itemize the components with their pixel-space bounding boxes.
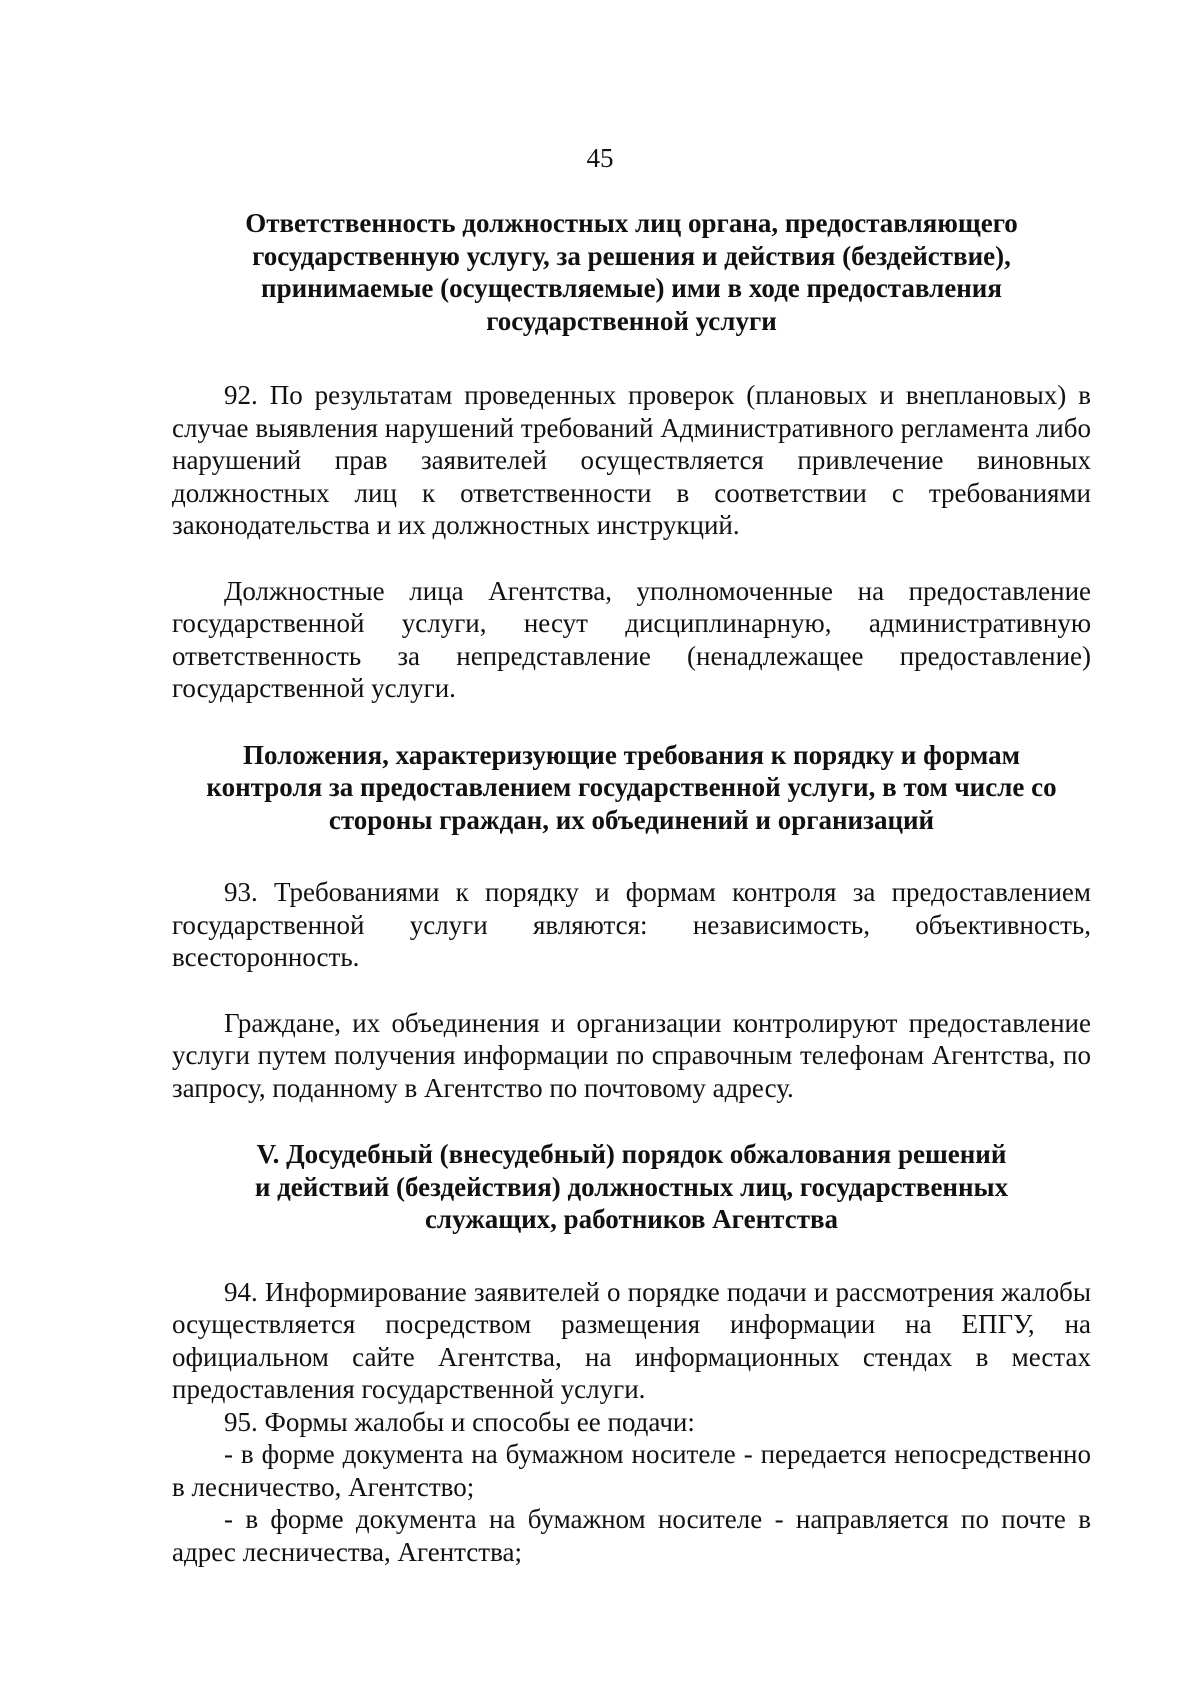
paragraph-93-citizens: Граждане, их объединения и организации контролируют предоставление услуги путем получения информации по справочным телефонам Агентства, по запросу, поданному в Агентство по почтовому адресу. xyxy=(172,1007,1091,1103)
paragraph-93: 93. Требованиями к порядку и формам контроля за предоставлением государственной услуги являются: независимость, объективность, всесторонность. xyxy=(172,877,1091,972)
heading-line: и действий (бездействия) должностных лиц, государственных xyxy=(254,1171,1009,1202)
heading-line: государственную услугу, за решения и действия (бездействие), xyxy=(252,240,1011,271)
paragraph-92: 92. По результатам проведенных проверок (плановых и внеплановых) в случае выявления нарушений требований Административного регламента либо нарушений прав заявителей осуществляется привлечение виновных должностных лиц к ответственности в соответствии с требованиями законодательства и их должностных инструкций. xyxy=(172,380,1091,540)
heading-line: Ответственность должностных лиц органа, предоставляющего xyxy=(245,208,1018,238)
heading-line: стороны граждан, их объединений и организаций xyxy=(328,804,935,835)
list-item-paper-mail: - в форме документа на бумажном носителе - направляется по почте в адрес лесничества, Агентства; xyxy=(172,1504,1091,1567)
list-item-paper-direct: - в форме документа на бумажном носителе - передается непосредственно в лесничество, Агентство; xyxy=(172,1439,1091,1502)
paragraph-95: 95. Формы жалобы и способы ее подачи: xyxy=(224,1406,695,1437)
heading-line: принимаемые (осуществляемые) ими в ходе предоставления xyxy=(261,273,1002,303)
heading-line: служащих, работников Агентства xyxy=(424,1204,839,1234)
heading-line: государственной услуги xyxy=(486,305,777,336)
paragraph-92-officials: Должностные лица Агентства, уполномоченные на предоставление государственной услуги, несут дисциплинарную, административную ответственность за непредставление (ненадлежащее предоставление) государственной услуги. xyxy=(172,575,1091,703)
heading-line: Положения, характеризующие требования к порядку и формам xyxy=(243,739,1020,770)
heading-line: V. Досудебный (внесудебный) порядок обжалования решений xyxy=(256,1139,1007,1169)
section-heading-appeal xyxy=(172,1138,1091,1236)
paragraph-94: 94. Информирование заявителей о порядке подачи и рассмотрения жалобы осуществляется посредством размещения информации на ЕПГУ, на официальном сайте Агентства, на информационных стендах в местах предоставления государственной услуги. xyxy=(172,1276,1091,1404)
page-number: 45 xyxy=(586,143,614,173)
section-heading-responsibility xyxy=(172,207,1091,337)
document-body xyxy=(172,207,1091,1568)
section-heading-control xyxy=(172,739,1091,837)
heading-line: контроля за предоставлением государственной услуги, в том числе со xyxy=(206,772,1057,802)
